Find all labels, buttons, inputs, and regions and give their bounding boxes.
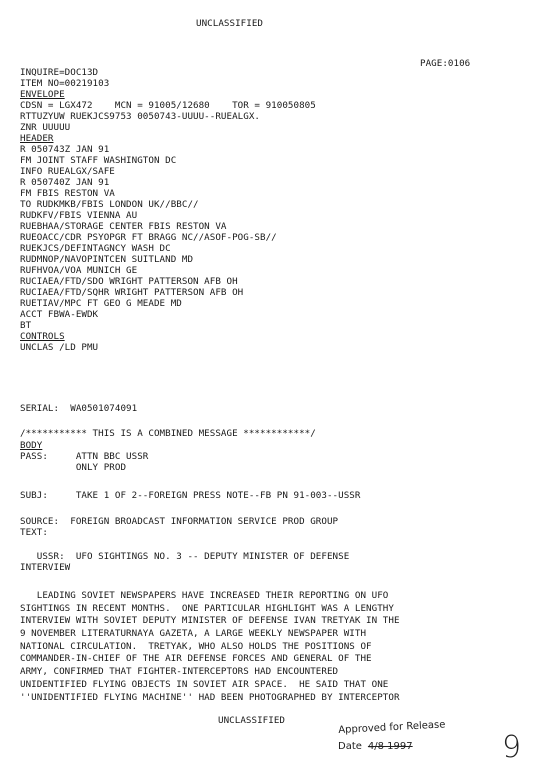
article-body (20, 590, 400, 704)
header-line: ZNR UUUUU (20, 122, 71, 133)
header-line: ITEM NO=00219103 (20, 78, 110, 89)
headline-line-2: INTERVIEW (20, 562, 71, 573)
header-line: RUFHVOA/VOA MUNICH GE (20, 265, 138, 276)
release-stamp-date: Date 4/8 1997 (338, 741, 413, 752)
message-header-block (20, 67, 316, 353)
article-line: ''UNIDENTIFIED FLYING MACHINE'' HAD BEEN PHOTOGRAPHED BY INTERCEPTOR (20, 691, 400, 703)
article-line: INTERVIEW WITH SOVIET DEPUTY MINISTER OF DEFENSE IVAN TRETYAK IN THE (20, 615, 400, 627)
pass-line-2: ONLY PROD (20, 462, 127, 473)
classification-header: UNCLASSIFIED (196, 18, 263, 29)
header-line: FM JOINT STAFF WASHINGTON DC (20, 155, 177, 166)
header-line: RUETIAV/MPC FT GEO G MEADE MD (20, 298, 182, 309)
header-line: R 050743Z JAN 91 (20, 144, 110, 155)
header-line: INFO RUEALGX/SAFE (20, 166, 115, 177)
article-line: NATIONAL CIRCULATION. TRETYAK, WHO ALSO HOLDS THE POSITIONS OF (20, 640, 372, 652)
header-line: TO RUDKMKB/FBIS LONDON UK//BBC// (20, 199, 199, 210)
article-line: SIGHTINGS IN RECENT MONTHS. ONE PARTICULAR HIGHLIGHT WAS A LENGTHY (20, 602, 394, 614)
combined-message-banner: /*********** THIS IS A COMBINED MESSAGE ************/ (20, 428, 316, 439)
article-line: ARMY, CONFIRMED THAT FIGHTER-INTERCEPTORS HAD ENCOUNTERED (20, 666, 339, 678)
header-line: RUCIAEA/FTD/SQHR WRIGHT PATTERSON AFB OH (20, 287, 244, 298)
serial-line: SERIAL: WA0501074091 (20, 403, 138, 414)
header-line: RUDKFV/FBIS VIENNA AU (20, 210, 138, 221)
headline-line-1: USSR: UFO SIGHTINGS NO. 3 -- DEPUTY MINISTER OF DEFENSE (20, 551, 350, 562)
text-label: TEXT: (20, 527, 48, 538)
header-line: BT (20, 320, 32, 331)
header-line: RTTUZYUW RUEKJCS9753 0050743-UUUU--RUEALGX. (20, 111, 260, 122)
article-line: UNIDENTIFIED FLYING OBJECTS IN SOVIET AIR SPACE. HE SAID THAT ONE (20, 678, 389, 690)
page-number: PAGE:0106 (420, 58, 471, 69)
release-stamp-approved: Approved for Release (338, 719, 446, 736)
article-line: 9 NOVEMBER LITERATURNAYA GAZETA, A LARGE WEEKLY NEWSPAPER WITH (20, 628, 367, 640)
source-line: SOURCE: FOREIGN BROADCAST INFORMATION SERVICE PROD GROUP (20, 516, 339, 527)
pass-line-1: PASS: ATTN BBC USSR (20, 451, 149, 462)
classification-footer: UNCLASSIFIED (218, 715, 285, 726)
header-line: ACCT FBWA-EWDK (20, 309, 99, 320)
section-label: CONTROLS (20, 331, 65, 342)
body-section-label: BODY (20, 440, 43, 451)
header-line: INQUIRE=DOC13D (20, 67, 99, 78)
article-line: COMMANDER-IN-CHIEF OF THE AIR DEFENSE FORCES AND GENERAL OF THE (20, 653, 372, 665)
header-line: RUEBHAA/STORAGE CENTER FBIS RESTON VA (20, 221, 227, 232)
header-line: RUCIAEA/FTD/SDO WRIGHT PATTERSON AFB OH (20, 276, 238, 287)
header-line: RUDMNOP/NAVOPINTCEN SUITLAND MD (20, 254, 194, 265)
header-line: RUEKJCS/DEFINTAGNCY WASH DC (20, 243, 171, 254)
section-label: HEADER (20, 133, 54, 144)
header-line: FM FBIS RESTON VA (20, 188, 115, 199)
release-stamp (338, 719, 446, 754)
header-line: R 050740Z JAN 91 (20, 177, 110, 188)
header-line: CDSN = LGX472 MCN = 91005/12680 TOR = 910050805 (20, 100, 316, 111)
article-line: LEADING SOVIET NEWSPAPERS HAVE INCREASED THEIR REPORTING ON UFO (20, 590, 389, 601)
handwritten-page-number: 9 (502, 730, 522, 765)
subject-line: SUBJ: TAKE 1 OF 2--FOREIGN PRESS NOTE--FB PN 91-003--USSR (20, 490, 361, 501)
header-line: UNCLAS /LD PMU (20, 342, 99, 353)
section-label: ENVELOPE (20, 89, 65, 100)
header-line: RUEOACC/CDR PSYOPGR FT BRAGG NC//ASOF-POG-SB// (20, 232, 277, 243)
